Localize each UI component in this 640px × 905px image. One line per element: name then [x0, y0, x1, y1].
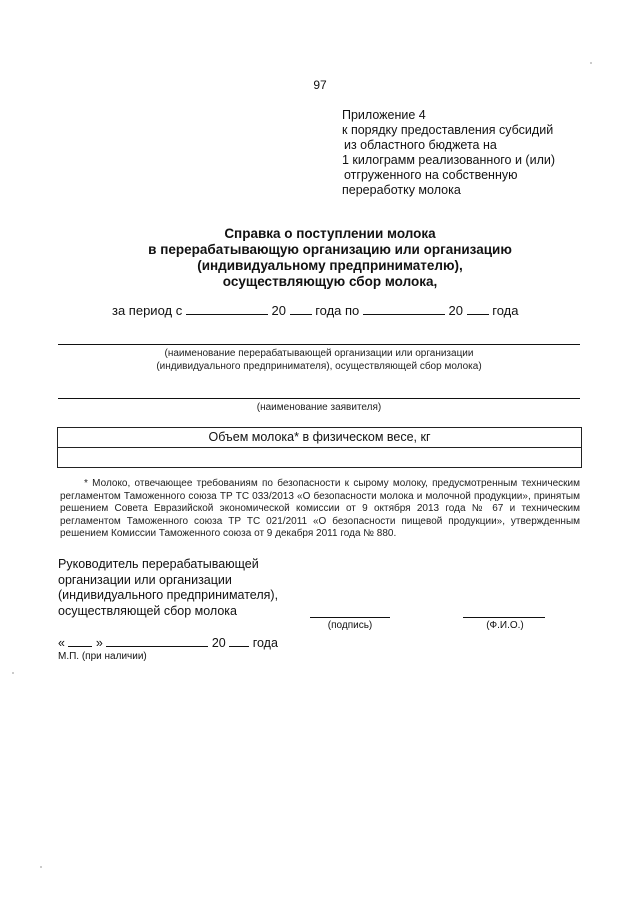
title-line: осуществляющую сбор молока,: [222, 274, 438, 289]
title-line: в перерабатывающую организацию или организацию: [148, 242, 512, 257]
signatory-line: Руководитель перерабатывающей: [58, 557, 259, 571]
full-name-line[interactable]: [463, 617, 545, 618]
org-name-caption: [58, 347, 580, 373]
scan-speck: [590, 62, 592, 64]
appendix-line: отгруженного на собственную: [344, 168, 518, 182]
period-line: [112, 302, 518, 318]
period-suffix: года: [492, 303, 519, 318]
org-caption-line: (наименование перерабатывающей организации или организации: [164, 348, 474, 359]
signatory-line: организации или организации: [58, 572, 232, 587]
signatory-block: [58, 557, 278, 619]
appendix-block: [342, 108, 602, 198]
signature-caption: (подпись): [327, 620, 373, 631]
period-year2: 20: [448, 303, 464, 318]
period-start-blank[interactable]: [186, 302, 268, 315]
full-name-caption: (Ф.И.О.): [486, 620, 524, 631]
scan-speck: [12, 672, 14, 674]
date-close-quote: »: [95, 636, 103, 650]
period-end-blank[interactable]: [363, 302, 445, 315]
appendix-line: из областного бюджета на: [344, 138, 497, 152]
title-line: Справка о поступлении молока: [224, 226, 436, 241]
date-day-blank[interactable]: [68, 634, 92, 647]
period-year1-blank[interactable]: [290, 302, 312, 315]
period-year1: 20: [271, 303, 286, 318]
page-number: 97: [313, 78, 327, 92]
applicant-caption: (наименование заявителя): [256, 402, 382, 413]
title-line: (индивидуальному предпринимателю),: [197, 258, 463, 273]
org-name-line[interactable]: [58, 344, 580, 345]
period-mid: года по: [315, 303, 360, 318]
appendix-line: Приложение 4: [342, 108, 426, 122]
date-month-blank[interactable]: [106, 634, 208, 647]
signatory-line: осуществляющей сбор молока: [58, 603, 238, 618]
appendix-line: переработку молока: [342, 183, 461, 197]
table-header: Объем молока* в физическом весе, кг: [58, 428, 581, 448]
period-year2-blank[interactable]: [467, 302, 489, 315]
date-line: [58, 634, 278, 650]
date-year: 20: [211, 636, 226, 650]
date-open-quote: «: [58, 636, 65, 650]
milk-volume-table: [57, 427, 582, 468]
date-suffix: года: [252, 636, 278, 650]
seal-note: М.П. (при наличии): [58, 651, 147, 662]
signature-line[interactable]: [310, 617, 390, 618]
appendix-line: 1 килограмм реализованного и (или): [342, 153, 556, 167]
appendix-line: к порядку предоставления субсидий: [342, 123, 554, 137]
scan-speck: [40, 866, 42, 868]
period-prefix: за период с: [112, 303, 183, 318]
footnote: * Молоко, отвечающее требованиям по безопасности к сырому молоку, предусмотренным техническим регламентом Таможенного союза ТР ТС 033/2013 «О безопасности молока и молочной продукции», принятым решением Совета Евразийской экономической комиссии от 9 октября 2013 года № 67 и техническим регламентом Таможенного союза ТР ТС 021/2011 «О безопасности пищевой продукции», утвержденным решением Комиссии Таможенного союза от 9 декабря 2011 года № 880.: [60, 478, 580, 539]
applicant-name-line[interactable]: [58, 398, 580, 399]
date-year-blank[interactable]: [229, 634, 249, 647]
signatory-line: (индивидуального предпринимателя),: [58, 588, 279, 602]
org-caption-line: (индивидуального предпринимателя), осуществляющей сбор молока): [156, 361, 482, 372]
table-value-cell[interactable]: [58, 448, 581, 467]
document-title: [60, 226, 600, 290]
